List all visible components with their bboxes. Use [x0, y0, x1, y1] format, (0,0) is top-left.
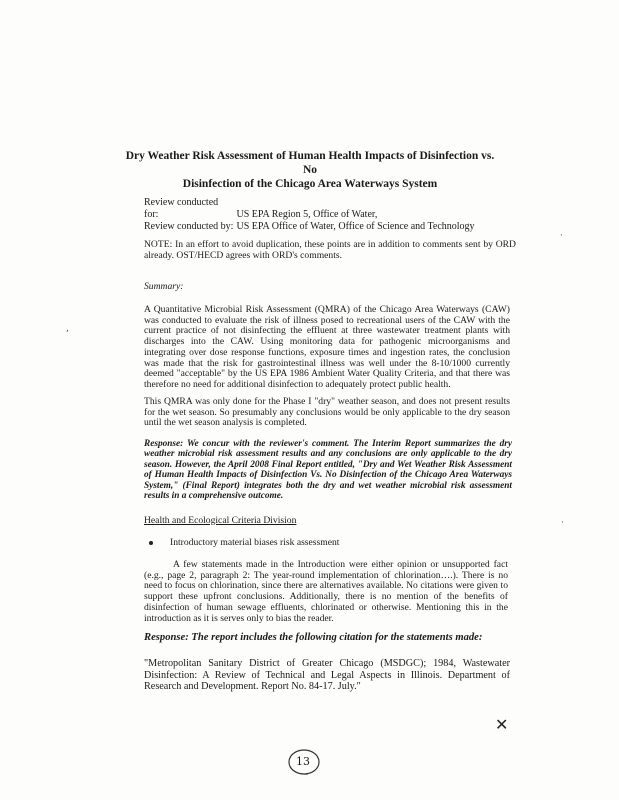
response-1: Response: We concur with the reviewer's comment. The Interim Report summarizes the dry weather microbial risk assessment results and any conclusions are only applicable to the dry season. However, the April 2008 Final Report entitled, "Dry and Wet Weather Risk Assessment of Human Health Impacts of Disinfection Vs. No Disinfection of the Chicago Area Waterways System," (Final Report) integrates both the dry and wet weather microbial risk assessment results in a comprehensive outcome.: [144, 439, 512, 502]
response-2: Response: The report includes the following citation for the statements made:: [144, 632, 483, 643]
margin-mark-top: ·: [560, 231, 563, 241]
review-for-row: [144, 197, 544, 221]
citation: "Metropolitan Sanitary District of Greater Chicago (MSDGC); 1984, Wastewater Disinfection: A Review of Technical and Legal Aspects in Illinois. Department of Research and Development. Report No. 84-17. July.": [144, 658, 510, 693]
summary-paragraph-2: This QMRA was only done for the Phase I "dry" weather season, and does not present results for the wet season. So presumably any conclusions would be only applicable to the dry season until the wet season analysis is completed.: [144, 396, 510, 429]
division-heading: Health and Ecological Criteria Division: [144, 515, 297, 526]
margin-mark-mid: ·: [561, 518, 564, 528]
margin-mark-left: ,: [66, 324, 69, 334]
bullet-item: Introductory material biases risk assessment: [170, 537, 340, 548]
review-block: [144, 197, 544, 233]
page-stamp: [284, 747, 324, 777]
document-title: [120, 149, 500, 191]
note-paragraph: NOTE: In an effort to avoid duplication, these points are in addition to comments sent by ORD already. OST/HECD agrees with ORD's comments.: [144, 239, 516, 261]
title-line-1: Dry Weather Risk Assessment of Human Health Impacts of Disinfection vs. No: [125, 150, 495, 176]
introduction-paragraph: A few statements made in the Introduction were either opinion or unsupported fact (e.g., page 2, paragraph 2: The year-round implementation of chlorination….). There is no need to focus on chlorination, since there are alternatives available. No citations were given to support these upfront conclusions. Additionally, there is no mention of the benefits of disinfection of human sewage effluents, chlorinated or otherwise. Mentioning this in the introduction as it is serves only to bias the reader.: [144, 559, 508, 624]
summary-paragraph-1: A Quantitative Microbial Risk Assessment (QMRA) of the Chicago Area Waterways (CAW) was conducted to evaluate the risk of illness posed to recreational users of the CAW with the current practice of not disinfecting the effluent at three wastewater treatment plants with discharges into the CAW. Using monitoring data for pathogenic microorganisms and integrating over dose response functions, exposure times and ingestion rates, the conclusion was made that the risk for gastrointestinal illness was well under the 8-10/1000 currently deemed "acceptable" by the US EPA 1986 Ambient Water Quality Criteria, and that there was therefore no need for additional disinfection to adequately protect public health.: [144, 304, 510, 390]
page-stamp-number: 13: [296, 755, 310, 768]
x-mark-icon: ✕: [495, 715, 509, 734]
summary-heading: Summary:: [144, 281, 184, 292]
review-for-label: Review conducted for:: [144, 197, 219, 220]
review-by-label: Review conducted by:: [144, 221, 234, 232]
bullet-icon: [149, 541, 153, 545]
review-for-value: US EPA Region 5, Office of Water,: [236, 209, 378, 220]
title-line-2: Disinfection of the Chicago Area Waterways System: [182, 178, 438, 190]
review-by-value: US EPA Office of Water, Office of Science and Technology: [236, 221, 475, 232]
review-by-row: [144, 221, 544, 233]
